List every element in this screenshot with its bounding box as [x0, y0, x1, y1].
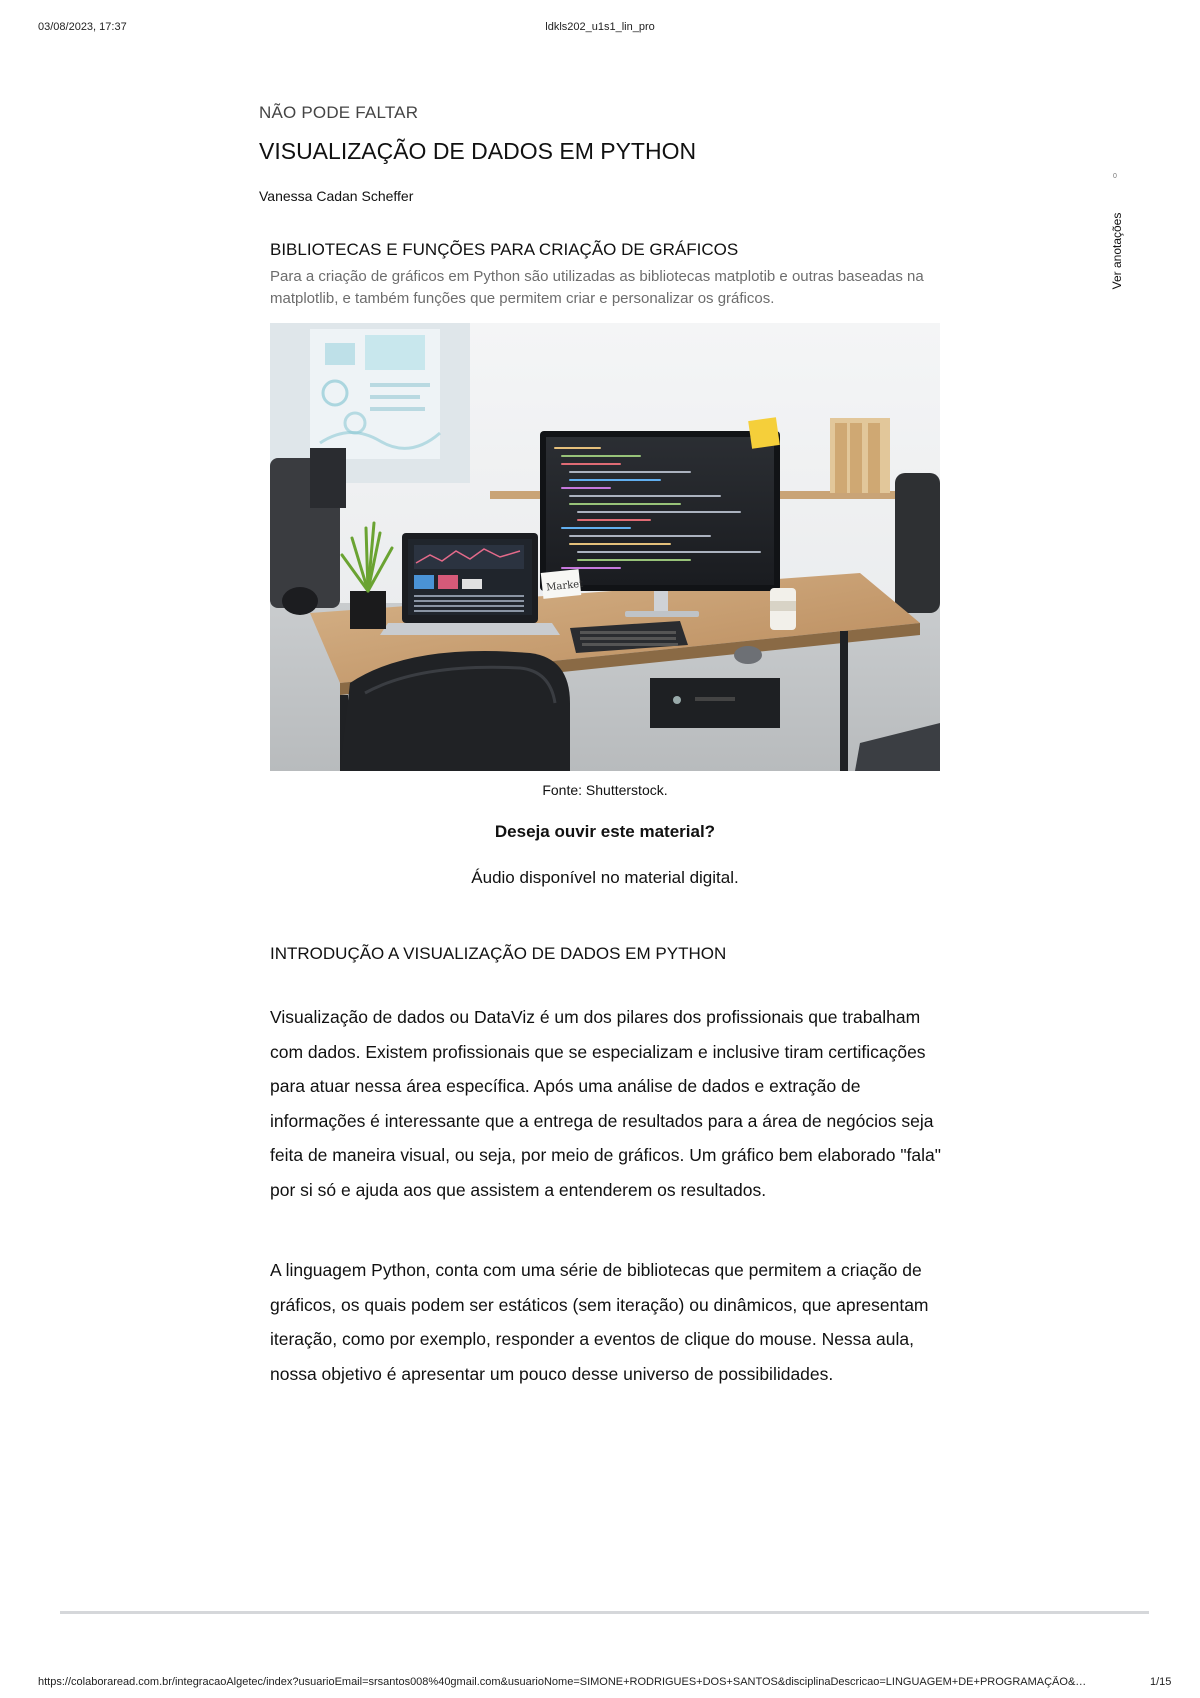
libraries-heading: BIBLIOTECAS E FUNÇÕES PARA CRIAÇÃO DE GRÁFICOS	[270, 240, 739, 259]
annotations-count: 0	[1113, 173, 1117, 180]
office-desk-photo	[270, 323, 940, 771]
image-caption: Fonte: Shutterstock.	[542, 782, 668, 798]
print-header	[0, 21, 1200, 37]
intro-paragraph: Visualização de dados ou DataViz é um dos pilares dos profissionais que trabalham com dados. Existem profissionais que se especializam e inclusive tiram certificações para atuar nessa área específica. Após uma análise de dados e extração de informações é interessante que a entrega de resultados para a área de negócios seja feita de maneira visual, ou seja, por meio de gráficos. Um gráfico bem elaborado "fala" por si só e ajuda aos que assistem a entenderem os resultados.	[270, 1007, 941, 1200]
author-name: Vanessa Cadan Scheffer	[259, 188, 414, 204]
page-title: VISUALIZAÇÃO DE DADOS EM PYTHON	[259, 138, 697, 164]
audio-availability-note: Áudio disponível no material digital.	[471, 868, 739, 887]
footer-divider	[60, 1611, 1149, 1614]
print-footer	[0, 1676, 1200, 1692]
view-annotations-label: Ver anotações	[1110, 212, 1124, 290]
libraries-description: Para a criação de gráficos em Python são utilizadas as bibliotecas matplotib e outras baseadas na matplotlib, e também funções que permitem criar e personalizar os gráficos.	[270, 268, 924, 307]
print-document-title: ldkls202_u1s1_lin_pro	[545, 21, 655, 33]
view-annotations-button[interactable]	[1105, 170, 1133, 310]
office-desk-illustration	[270, 323, 940, 771]
intro-paragraph: A linguagem Python, conta com uma série de bibliotecas que permitem a criação de gráficos, os quais podem ser estáticos (sem iteração) ou dinâmicos, que apresentam iteração, como por exemplo, responder a eventos de clique do mouse. Nessa aula, nossa objetivo é apresentar um pouco desse universo de possibilidades.	[270, 1260, 929, 1384]
audio-question: Deseja ouvir este material?	[494, 822, 716, 841]
sticky-note-text: Market	[545, 578, 584, 594]
page-number: 1/15	[1150, 1676, 1172, 1688]
section-label: NÃO PODE FALTAR	[259, 103, 419, 122]
print-url: https://colaboraread.com.br/integracaoAlgetec/index?usuarioEmail=srsantos008%40gmail.com&usuarioNome=SIMONE+RODRIGUES+DOS+SANTOS&disciplinaDescricao=LINGUAGEM+DE+PROGRAMAÇÃO&…	[38, 1676, 1087, 1688]
intro-heading: INTRODUÇÃO A VISUALIZAÇÃO DE DADOS EM PYTHON	[270, 944, 727, 963]
print-datetime: 03/08/2023, 17:37	[38, 21, 127, 33]
